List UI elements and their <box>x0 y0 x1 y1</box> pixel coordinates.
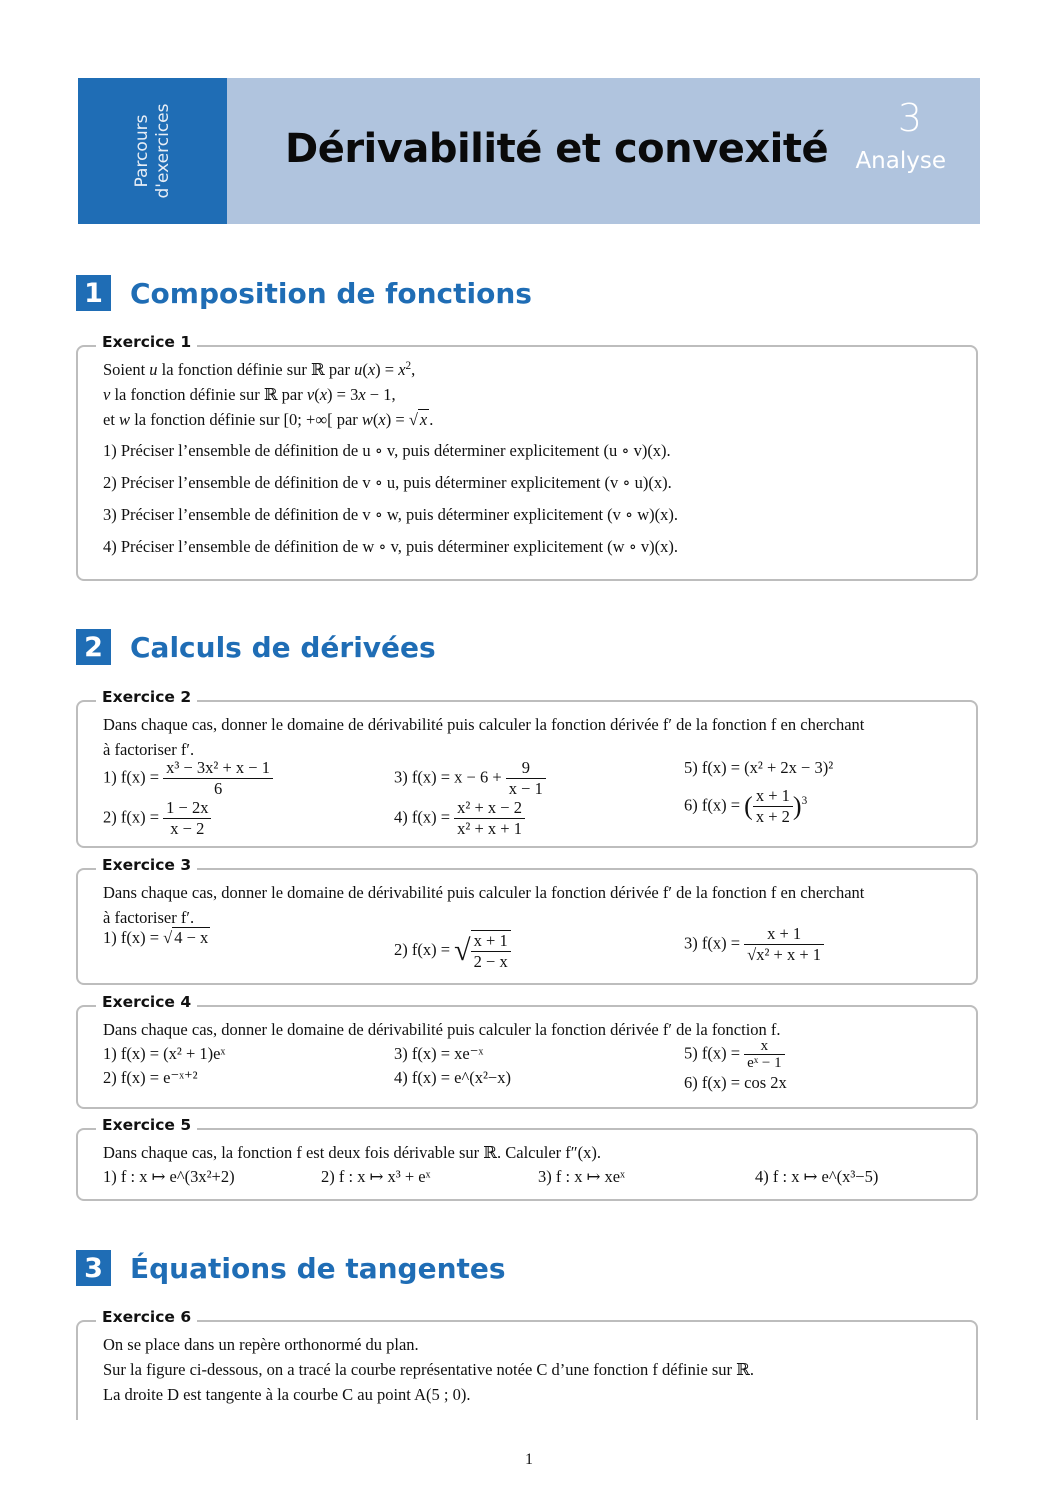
question-list <box>103 438 952 559</box>
exercise-label: Exercice 5 <box>96 1116 197 1134</box>
function-item-3: 3) f(x) = $\frac{x + 1}{\text{√x² + x + 1}}$ <box>684 924 824 965</box>
function-item-1: 1) f(x) = (x² + 1)eˣ <box>103 1044 226 1063</box>
function-item-2: 2) f(x) = e⁻ˣ⁺² <box>103 1068 198 1087</box>
intro-line: v la fonction définie sur ℝ par v(x) = 3x − 1, <box>103 385 396 404</box>
function-item-4: 4) f : x ↦ e^(x³−5) <box>755 1167 879 1186</box>
text-line: Sur la figure ci-dessous, on a tracé la courbe représentative notée C d’une fonction f définie sur ℝ. <box>103 1360 755 1379</box>
function-item-2: 2) f(x) = $\frac{1 - 2x}{x - 2}$ <box>103 798 211 839</box>
exercise-body <box>78 870 976 930</box>
question-item: 2) Préciser l’ensemble de définition de v ∘ u, puis déterminer explicitement (v ∘ u)(x). <box>103 473 672 492</box>
banner-side-line2: d'exercices <box>152 103 173 199</box>
function-item-3: 3) f(x) = xe⁻ˣ <box>394 1044 484 1063</box>
function-item-6: 6) f(x) = ( $\frac{x + 1}{x + 2}$ )$^3$ <box>684 786 808 826</box>
exercise-box-3 <box>76 856 978 985</box>
instruction-text: Dans chaque cas, la fonction f est deux fois dérivable sur ℝ. Calculer f″(x). <box>103 1143 601 1162</box>
instruction-text: à factoriser f′. <box>103 740 195 759</box>
function-item-1: 1) f(x) = √ 4 − x <box>103 928 209 947</box>
function-item-5: 5) f(x) = $\frac{x}{\text{eˣ − 1}}$ <box>684 1038 785 1071</box>
intro-line: et w la fonction définie sur [0; +∞[ par w(x) = √ x . <box>103 410 434 429</box>
section-number: 1 <box>76 275 111 311</box>
intro-line: Soient u la fonction définie sur ℝ par $u(x) = x^2$, <box>103 359 416 379</box>
function-item-4: 4) f(x) = $\frac{\text{x² + x − 2}}{\text{x² + x + 1}}$ <box>394 798 525 839</box>
instruction-text: Dans chaque cas, donner le domaine de dérivabilité puis calculer la fonction dérivée f′ de la fonction f en cherchant <box>103 715 865 734</box>
function-item-3: 3) f(x) = x − 6 + $\frac{9}{x - 1}$ <box>394 758 546 799</box>
function-item-4: 4) f(x) = e^(x²−x) <box>394 1068 511 1087</box>
function-item-6: 6) f(x) = cos 2x <box>684 1073 787 1092</box>
exercise-body <box>78 1322 976 1407</box>
section-title: Calculs de dérivées <box>130 630 436 664</box>
exercise-label: Exercice 3 <box>96 856 197 874</box>
exercise-body <box>78 347 976 559</box>
section-title: Équations de tangentes <box>130 1251 506 1285</box>
section-number: 2 <box>76 629 111 665</box>
exercise-body <box>78 1007 976 1042</box>
exercise-body <box>78 1130 976 1165</box>
function-item-1: 1) f(x) = $\frac{\text{x³ − 3x² + x − 1}}{6}$ <box>103 758 273 799</box>
question-item: 3) Préciser l’ensemble de définition de v ∘ w, puis déterminer explicitement (v ∘ w)(x). <box>103 505 679 524</box>
page-title: Dérivabilité et convexité <box>285 126 829 172</box>
instruction-text: à factoriser f′. <box>103 908 195 927</box>
exercise-box-2 <box>76 688 978 848</box>
instruction-text: Dans chaque cas, donner le domaine de dérivabilité puis calculer la fonction dérivée f′ de la fonction f. <box>103 1020 781 1039</box>
section-header-1 <box>76 275 532 311</box>
function-item-3: 3) f : x ↦ xeˣ <box>538 1167 625 1186</box>
chapter-number: 3 <box>897 96 922 140</box>
section-header-3 <box>76 1250 506 1286</box>
text-line: La droite D est tangente à la courbe C au point A(5 ; 0). <box>103 1385 471 1404</box>
function-item-1: 1) f : x ↦ e^(3x²+2) <box>103 1167 235 1186</box>
exercise-label: Exercice 2 <box>96 688 197 706</box>
function-item-2: 2) f : x ↦ x³ + eˣ <box>321 1167 431 1186</box>
function-item-2: 2) f(x) = √ $\frac{x + 1}{2 - x}$ <box>394 930 511 972</box>
page-number: 1 <box>525 1451 533 1468</box>
exercise-label: Exercice 6 <box>96 1308 197 1326</box>
banner-side-panel <box>78 78 227 224</box>
exercise-body <box>78 702 976 762</box>
exercise-box-5 <box>76 1116 978 1201</box>
function-item-5: 5) f(x) = (x² + 2x − 3)² <box>684 758 834 777</box>
section-title: Composition de fonctions <box>130 276 532 310</box>
section-header-2 <box>76 629 436 665</box>
exercise-box-4 <box>76 993 978 1109</box>
section-number: 3 <box>76 1250 111 1286</box>
text-line: On se place dans un repère orthonormé du plan. <box>103 1335 419 1354</box>
banner-side-line1: Parcours <box>131 114 152 188</box>
header-banner <box>78 78 980 224</box>
question-item: 4) Préciser l’ensemble de définition de w ∘ v, puis déterminer explicitement (w ∘ v)(x). <box>103 537 679 556</box>
instruction-text: Dans chaque cas, donner le domaine de dérivabilité puis calculer la fonction dérivée f′ de la fonction f en cherchant <box>103 883 865 902</box>
exercise-label: Exercice 4 <box>96 993 197 1011</box>
exercise-label: Exercice 1 <box>96 333 197 351</box>
exercise-box-1 <box>76 333 978 581</box>
chapter-category: Analyse <box>855 148 946 174</box>
question-item: 1) Préciser l’ensemble de définition de u ∘ v, puis déterminer explicitement (u ∘ v)(x). <box>103 441 671 460</box>
banner-side-label <box>132 104 174 199</box>
